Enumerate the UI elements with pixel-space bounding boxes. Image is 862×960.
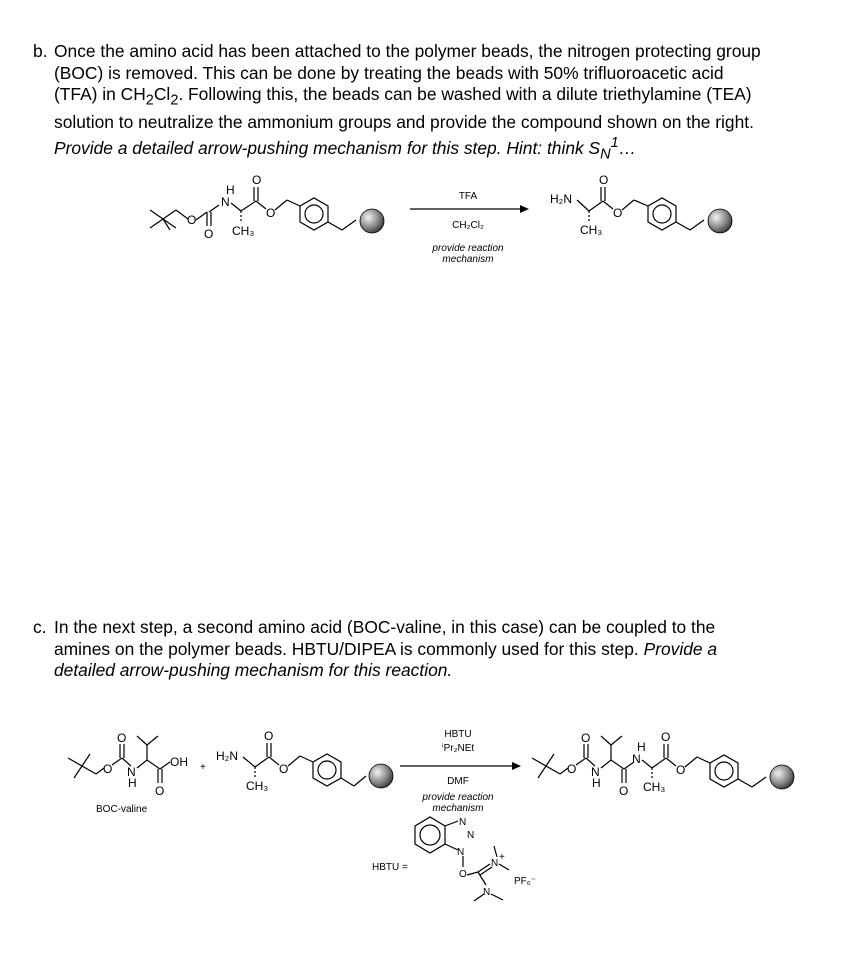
amide-n-atom: N	[221, 195, 230, 209]
part-b-note-2: mechanism	[442, 254, 494, 265]
part-b-solvent: CH₂Cl₂	[452, 220, 484, 231]
p-val-carbonyl-o: O	[619, 784, 629, 798]
c-ch3: CH₃	[246, 779, 269, 793]
cboc-o: O	[103, 762, 113, 776]
part-b-reagent-tfa: TFA	[458, 191, 478, 202]
p-bead-icon	[770, 765, 794, 789]
part-c-label: c.	[33, 617, 47, 637]
product-h2n: H₂N	[550, 192, 572, 206]
product-ester-o: O	[613, 206, 623, 220]
part-b-line-5: Provide a detailed arrow-pushing mechanism for this step. Hint: think $S_N^1\dots$	[54, 135, 637, 163]
part-c-line-3: detailed arrow-pushing mechanism for this reaction.	[54, 660, 453, 680]
hbtu-n-plus: N	[491, 858, 499, 869]
hbtu-plus-charge: +	[499, 852, 505, 863]
ala-ch3-atom: CH₃	[232, 224, 255, 238]
part-b-line-3: (TFA) in $CH_2Cl_2$. Following this, the beads can be washed with a dilute triethylamine (TEA)	[54, 84, 752, 109]
reagent-base: ⁱPr₂NEt	[441, 743, 475, 754]
p-ester-o: O	[676, 763, 686, 777]
cboc-carbonyl-o: O	[117, 731, 127, 745]
hbtu-structure	[372, 817, 536, 901]
p-ester-carbonyl-o: O	[661, 730, 671, 744]
part-c-line-2: amines on the polymer beads. HBTU/DIPEA is commonly used for this step. Provide a	[54, 638, 718, 659]
c-ester-o: O	[279, 762, 289, 776]
part-b-note-1: provide reaction	[432, 243, 504, 254]
part-c-line-1: In the next step, a second amino acid (BOC-valine, in this case) can be coupled to the	[54, 617, 716, 637]
part-c-reaction-arrow	[400, 729, 521, 814]
ester-o-atom: O	[266, 206, 276, 220]
hbtu-n3: N	[457, 847, 465, 858]
hbtu-n2: N	[467, 830, 475, 841]
p-boc-carbonyl-o: O	[581, 731, 591, 745]
product-carbonyl-o: O	[599, 173, 609, 187]
part-b-line-2: (BOC) is removed. This can be done by treating the beads with 50% trifluoroacetic acid	[54, 62, 724, 83]
boc-valine-structure	[68, 731, 188, 815]
c-carbonyl-o: O	[264, 729, 274, 743]
hbtu-o: O	[459, 869, 467, 880]
hbtu-counterion: PF₆⁻	[514, 876, 537, 887]
reagent-hbtu: HBTU	[444, 729, 472, 740]
boc-valine-label: BOC-valine	[96, 804, 148, 815]
p-ala-n: N	[632, 752, 641, 766]
product-ch3: CH₃	[580, 223, 603, 237]
reagent-dmf: DMF	[447, 776, 469, 787]
part-b-line-1: Once the amino acid has been attached to the polymer beads, the nitrogen protecting group	[54, 41, 761, 61]
part-c-amine-reactant	[216, 729, 393, 793]
cval-carbonyl-o: O	[155, 784, 165, 798]
c-h2n: H₂N	[216, 749, 238, 763]
ester-carbonyl-o: O	[252, 173, 262, 187]
p-val-n: N	[591, 765, 600, 779]
c-bead-icon	[369, 764, 393, 788]
part-b-label: b.	[33, 41, 48, 61]
cval-oh: OH	[170, 755, 188, 769]
part-c-product	[532, 730, 794, 798]
amide-h-atom: H	[226, 183, 235, 197]
boc-o-atom: O	[187, 213, 197, 227]
hbtu-n-dimethyl: N	[483, 887, 491, 898]
cval-n: N	[127, 765, 136, 779]
p-ch3: CH₃	[643, 780, 666, 794]
cval-h: H	[128, 776, 137, 790]
part-b-line-4: solution to neutralize the ammonium groups and provide the compound shown on the right.	[54, 111, 754, 132]
p-ala-h: H	[637, 740, 646, 754]
boc-carbonyl-o: O	[204, 227, 214, 241]
hbtu-n1: N	[459, 817, 467, 828]
p-boc-o: O	[567, 762, 577, 776]
hbtu-label: HBTU =	[372, 862, 408, 873]
p-val-h: H	[592, 776, 601, 790]
part-c-note-2: mechanism	[432, 803, 484, 814]
part-c-note-1: provide reaction	[422, 792, 494, 803]
plus-sign: +	[200, 762, 206, 773]
